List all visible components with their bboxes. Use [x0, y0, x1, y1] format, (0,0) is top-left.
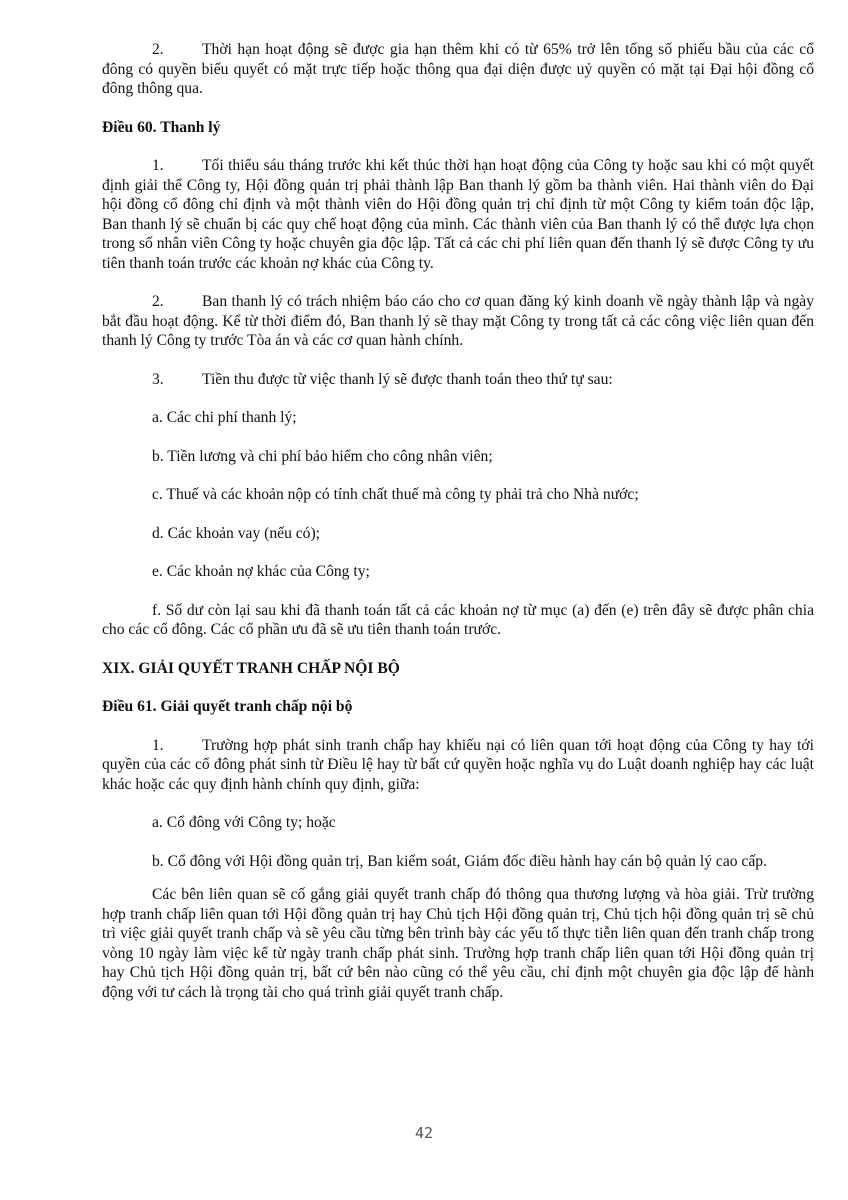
clause-number: 2. — [152, 293, 164, 310]
dispute-item-a: a. Cổ đông với Công ty; hoặc — [152, 814, 336, 831]
page-number: 42 — [414, 1124, 434, 1142]
clause-text: Ban thanh lý có trách nhiệm báo cáo cho cơ quan đăng ký kinh doanh về ngày thành lập và ngày bắt đầu hoạt động. Kể từ thời điểm đó, Ban thanh lý sẽ thay mặt Công ty trong tất cả các công việc liên quan đến thanh lý Công ty trước Tòa án và các cơ quan hành chính. — [102, 293, 814, 349]
list-item-c: c. Thuế và các khoản nộp có tính chất thuế mà công ty phải trả cho Nhà nước; — [152, 486, 639, 503]
clause-text: Thời hạn hoạt động sẽ được gia hạn thêm khi có từ 65% trở lên tổng số phiếu bầu của các cổ đông có quyền biểu quyết có mặt trực tiếp hoặc thông qua đại diện được uỷ quyền có mặt tại Đại hội đồng cổ đông thông qua. — [102, 41, 814, 97]
clause-3-payment-order — [102, 370, 814, 390]
clause-text: Trường hợp phát sinh tranh chấp hay khiếu nại có liên quan tới hoạt động của Công ty hay tới quyền của các cổ đông phát sinh từ Điều lệ hay từ bất cứ quyền hoặc nghĩa vụ do Luật doanh nghiệp hay các luật khác hoặc các quy định hành chính quy định, giữa: — [102, 736, 814, 793]
article-60-heading: Điều 60. Thanh lý — [102, 118, 221, 136]
clause-text: Tiền thu được từ việc thanh lý sẽ được thanh toán theo thứ tự sau: — [202, 370, 613, 388]
list-item-f: f. Số dư còn lại sau khi đã thanh toán tất cả các khoản nợ từ mục (a) đến (e) trên đây sẽ được phân chia cho các cổ đông. Các cổ phần ưu đã sẽ ưu tiên thanh toán trước. — [102, 601, 814, 638]
clause-number: 2. — [152, 41, 164, 58]
list-item-e: e. Các khoản nợ khác của Công ty; — [152, 563, 370, 580]
clause-2-extension — [102, 40, 814, 99]
clause-text: Tối thiểu sáu tháng trước khi kết thúc thời hạn hoạt động của Công ty hoặc sau khi có một quyết định giải thể Công ty, Hội đồng quản trị phải thành lập Ban thanh lý gồm ba thành viên. Hai thành viên do Đại hội đồng cổ đông chỉ định và một thành viên do Hội đồng quản trị chỉ định từ một Công ty kiểm toán độc lập, Ban thanh lý sẽ chuẩn bị các quy chế hoạt động của mình. Các thành viên của Ban thanh lý có thể được lựa chọn trong số nhân viên Công ty hoặc chuyên gia độc lập. Tất cả các chi phí liên quan đến thanh lý sẽ được Công ty ưu tiên thanh toán trước các khoản nợ khác của Công ty. — [102, 157, 814, 272]
list-item-a: a. Các chi phí thanh lý; — [152, 409, 297, 426]
clause-number: 1. — [152, 157, 164, 174]
dispute-resolution-paragraph: Các bên liên quan sẽ cố gắng giải quyết tranh chấp đó thông qua thương lượng và hòa giải. Trừ trường hợp tranh chấp liên quan tới Hội đồng quản trị hay Chủ tịch Hội đồng quản trị, Chủ tịch hội đồng quản trị sẽ chủ trì việc giải quyết tranh chấp và sẽ yêu cầu từng bên trình bày các yếu tố thực tiễn liên quan đến tranh chấp trong vòng 10 ngày làm việc kể từ ngày tranh chấp phát sinh. Trường hợp tranh chấp liên quan tới Hội đồng quản trị hay Chủ tịch Hội đồng quản trị, bất cứ bên nào cũng có thể yêu cầu, chỉ định một chuyên gia độc lập để hành động với tư cách là trọng tài cho quá trình giải quyết tranh chấp. — [102, 886, 814, 1001]
article-61-heading: Điều 61. Giải quyết tranh chấp nội bộ — [102, 698, 353, 715]
clause-1-liquidation-board — [102, 156, 814, 273]
list-item-b: b. Tiền lương và chi phí bảo hiểm cho công nhân viên; — [152, 447, 493, 465]
list-item-d: d. Các khoản vay (nếu có); — [152, 524, 321, 542]
clause-number: 1. — [152, 736, 164, 754]
dispute-item-b: b. Cổ đông với Hội đồng quản trị, Ban kiểm soát, Giám đốc điều hành hay cán bộ quản lý cao cấp. — [152, 852, 767, 870]
clause-number: 3. — [152, 370, 164, 388]
clause-1-dispute — [102, 736, 814, 795]
document-body — [102, 40, 814, 1002]
section-xix-heading: XIX. GIẢI QUYẾT TRANH CHẤP NỘI BỘ — [102, 659, 400, 677]
clause-2-liquidation-report — [102, 292, 814, 351]
